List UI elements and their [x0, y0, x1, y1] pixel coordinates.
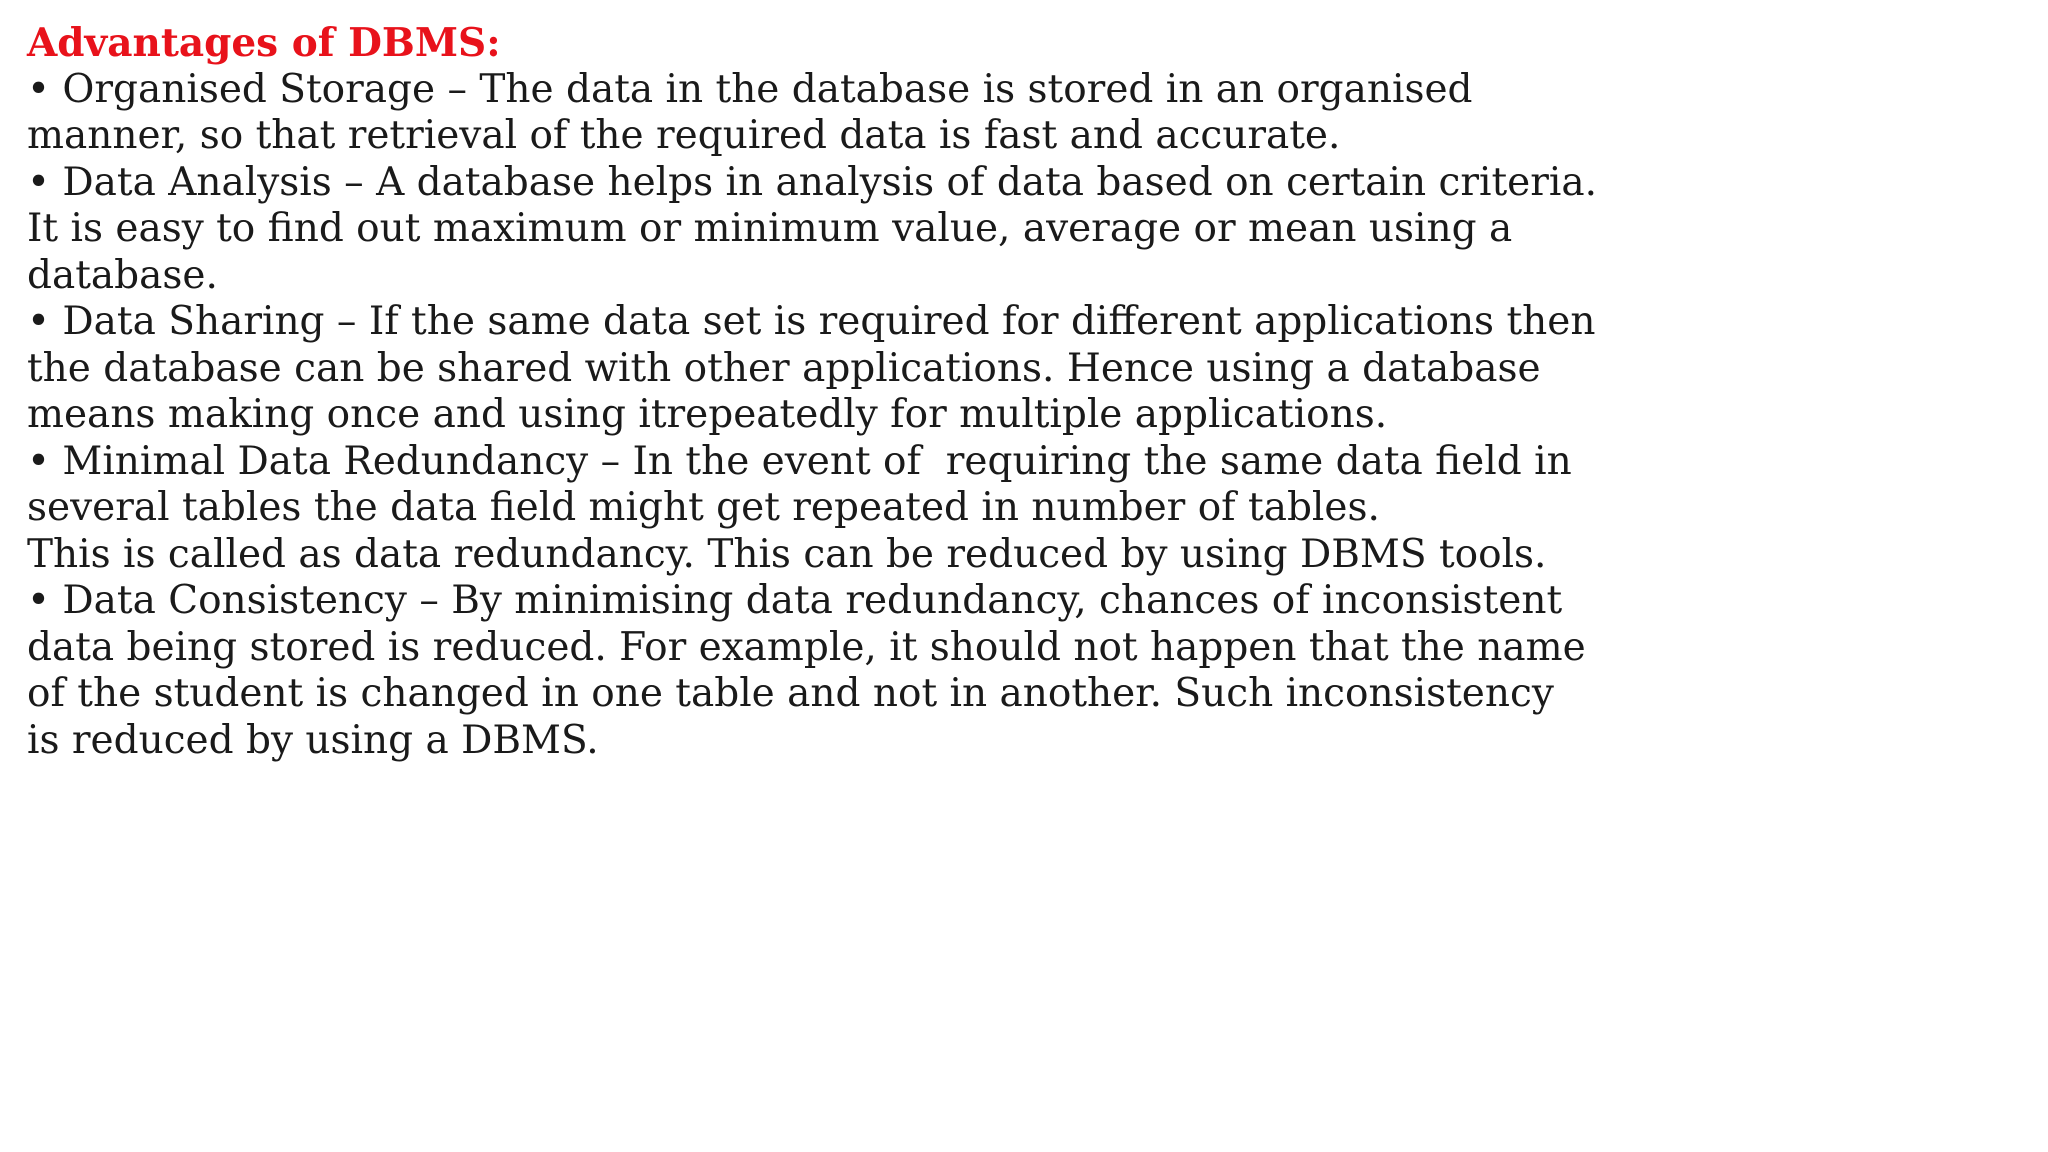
slide-content	[27, 20, 1627, 764]
slide-heading: Advantages of DBMS:	[27, 20, 501, 66]
text-line: • Minimal Data Redundancy – In the event of requiring the same data field in	[27, 438, 1572, 484]
text-line: the database can be shared with other applications. Hence using a database	[27, 345, 1541, 391]
text-line: This is called as data redundancy. This can be reduced by using DBMS tools.	[27, 531, 1547, 577]
text-line: manner, so that retrieval of the required data is fast and accurate.	[27, 113, 1341, 158]
text-line: data being stored is reduced. For example, it should not happen that the name	[27, 624, 1586, 670]
text-line: database.	[27, 252, 218, 298]
text-line: It is easy to find out maximum or minimum value, average or mean using a	[27, 206, 1513, 251]
text-line: of the student is changed in one table and not in another. Such inconsistency	[27, 671, 1554, 716]
text-line: • Data Consistency – By minimising data redundancy, chances of inconsistent	[27, 578, 1563, 623]
text-line: means making once and using itrepeatedly for multiple applications.	[27, 392, 1388, 437]
text-line: several tables the data field might get repeated in number of tables.	[27, 485, 1380, 530]
text-line: • Organised Storage – The data in the database is stored in an organised	[27, 66, 1473, 112]
text-line: • Data Analysis – A database helps in analysis of data based on certain criteria.	[27, 159, 1598, 205]
text-line: • Data Sharing – If the same data set is required for different applications then	[27, 299, 1596, 344]
text-line: is reduced by using a DBMS.	[27, 717, 599, 763]
